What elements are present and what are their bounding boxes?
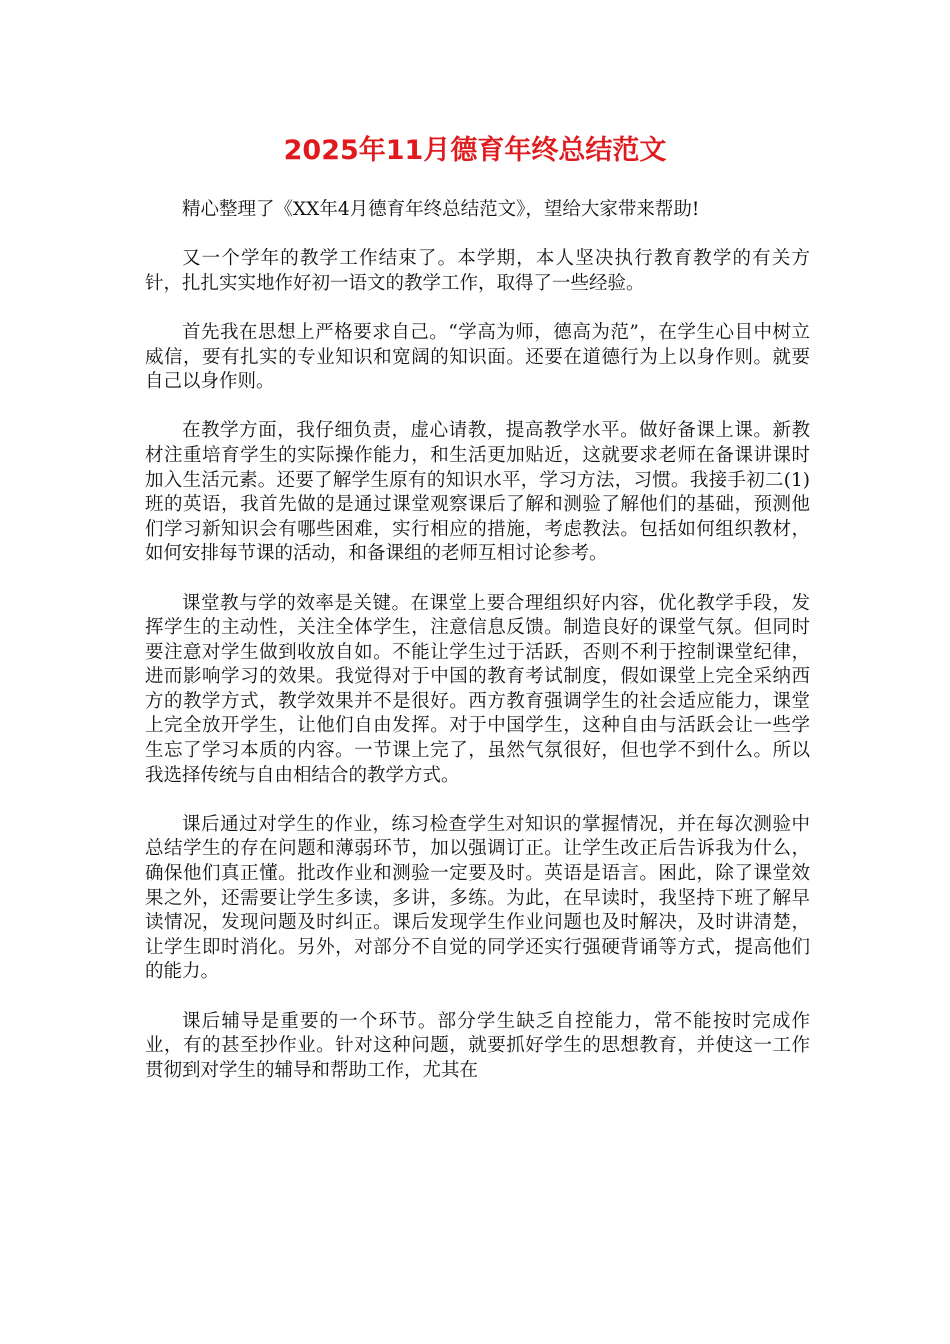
document-title: 2025年11月德育年终总结范文 (283, 135, 667, 166)
document-body (145, 198, 810, 1108)
paragraph-overview: 又一个学年的教学工作结束了。本学期，本人坚决执行教育教学的有关方针，扎扎实实地作好初一语文的教学工作，取得了一些经验。 (145, 248, 810, 294)
paragraph-tutoring: 课后辅导是重要的一个环节。部分学生缺乏自控能力，常不能按时完成作业，有的甚至抄作业。针对这种问题，就要抓好学生的思想教育，并使这一工作贯彻到对学生的辅导和帮助工作，尤其在 (145, 1010, 810, 1081)
paragraph-classroom: 课堂教与学的效率是关键。在课堂上要合理组织好内容，优化教学手段，发挥学生的主动性，关注全体学生，注意信息反馈。制造良好的课堂气氛。但同时要注意对学生做到收放自如。不能让学生过于活跃，否则不利于控制课堂纪律，进而影响学习的效果。我觉得对于中国的教育考试制度，假如课堂上完全采纳西方的教学方式，教学效果并不是很好。西方教育强调学生的社会适应能力，课堂上完全放开学生，让他们自由发挥。对于中国学生，这种自由与活跃会让一些学生忘了学习本质的内容。一节课上完了，虽然气氛很好，但也学不到什么。所以我选择传统与自由相结合的教学方式。 (145, 592, 810, 786)
paragraph-intro: 精心整理了《XX年4月德育年终总结范文》，望给大家带来帮助! (182, 199, 700, 220)
paragraph-ideology: 首先我在思想上严格要求自己。“学高为师，德高为范”，在学生心目中树立威信，要有扎实的专业知识和宽阔的知识面。还要在道德行为上以身作则。就要自己以身作则。 (145, 321, 810, 393)
paragraph-teaching: 在教学方面，我仔细负责，虚心请教，提高教学水平。做好备课上课。新教材注重培育学生的实际操作能力，和生活更加贴近，这就要求老师在备课讲课时加入生活元素。还要了解学生原有的知识水平，学习方法，习惯。我接手初二(1)班的英语，我首先做的是通过课堂观察课后了解和测验了解他们的基础，预测他们学习新知识会有哪些困难，实行相应的措施，考虑教法。包括如何组织教材，如何安排每节课的活动，和备课组的老师互相讨论参考。 (145, 420, 810, 565)
paragraph-homework: 课后通过对学生的作业，练习检查学生对知识的掌握情况，并在每次测验中总结学生的存在问题和薄弱环节，加以强调订正。让学生改正后告诉我为什么，确保他们真正懂。批改作业和测验一定要及时。英语是语言。困此，除了课堂效果之外，还需要让学生多读，多讲，多练。为此，在早读时，我坚持下班了解早读情况，发现问题及时纠正。课后发现学生作业问题也及时解决，及时讲清楚，让学生即时消化。另外，对部分不自觉的同学还实行强硬背诵等方式，提高他们的能力。 (145, 813, 810, 983)
